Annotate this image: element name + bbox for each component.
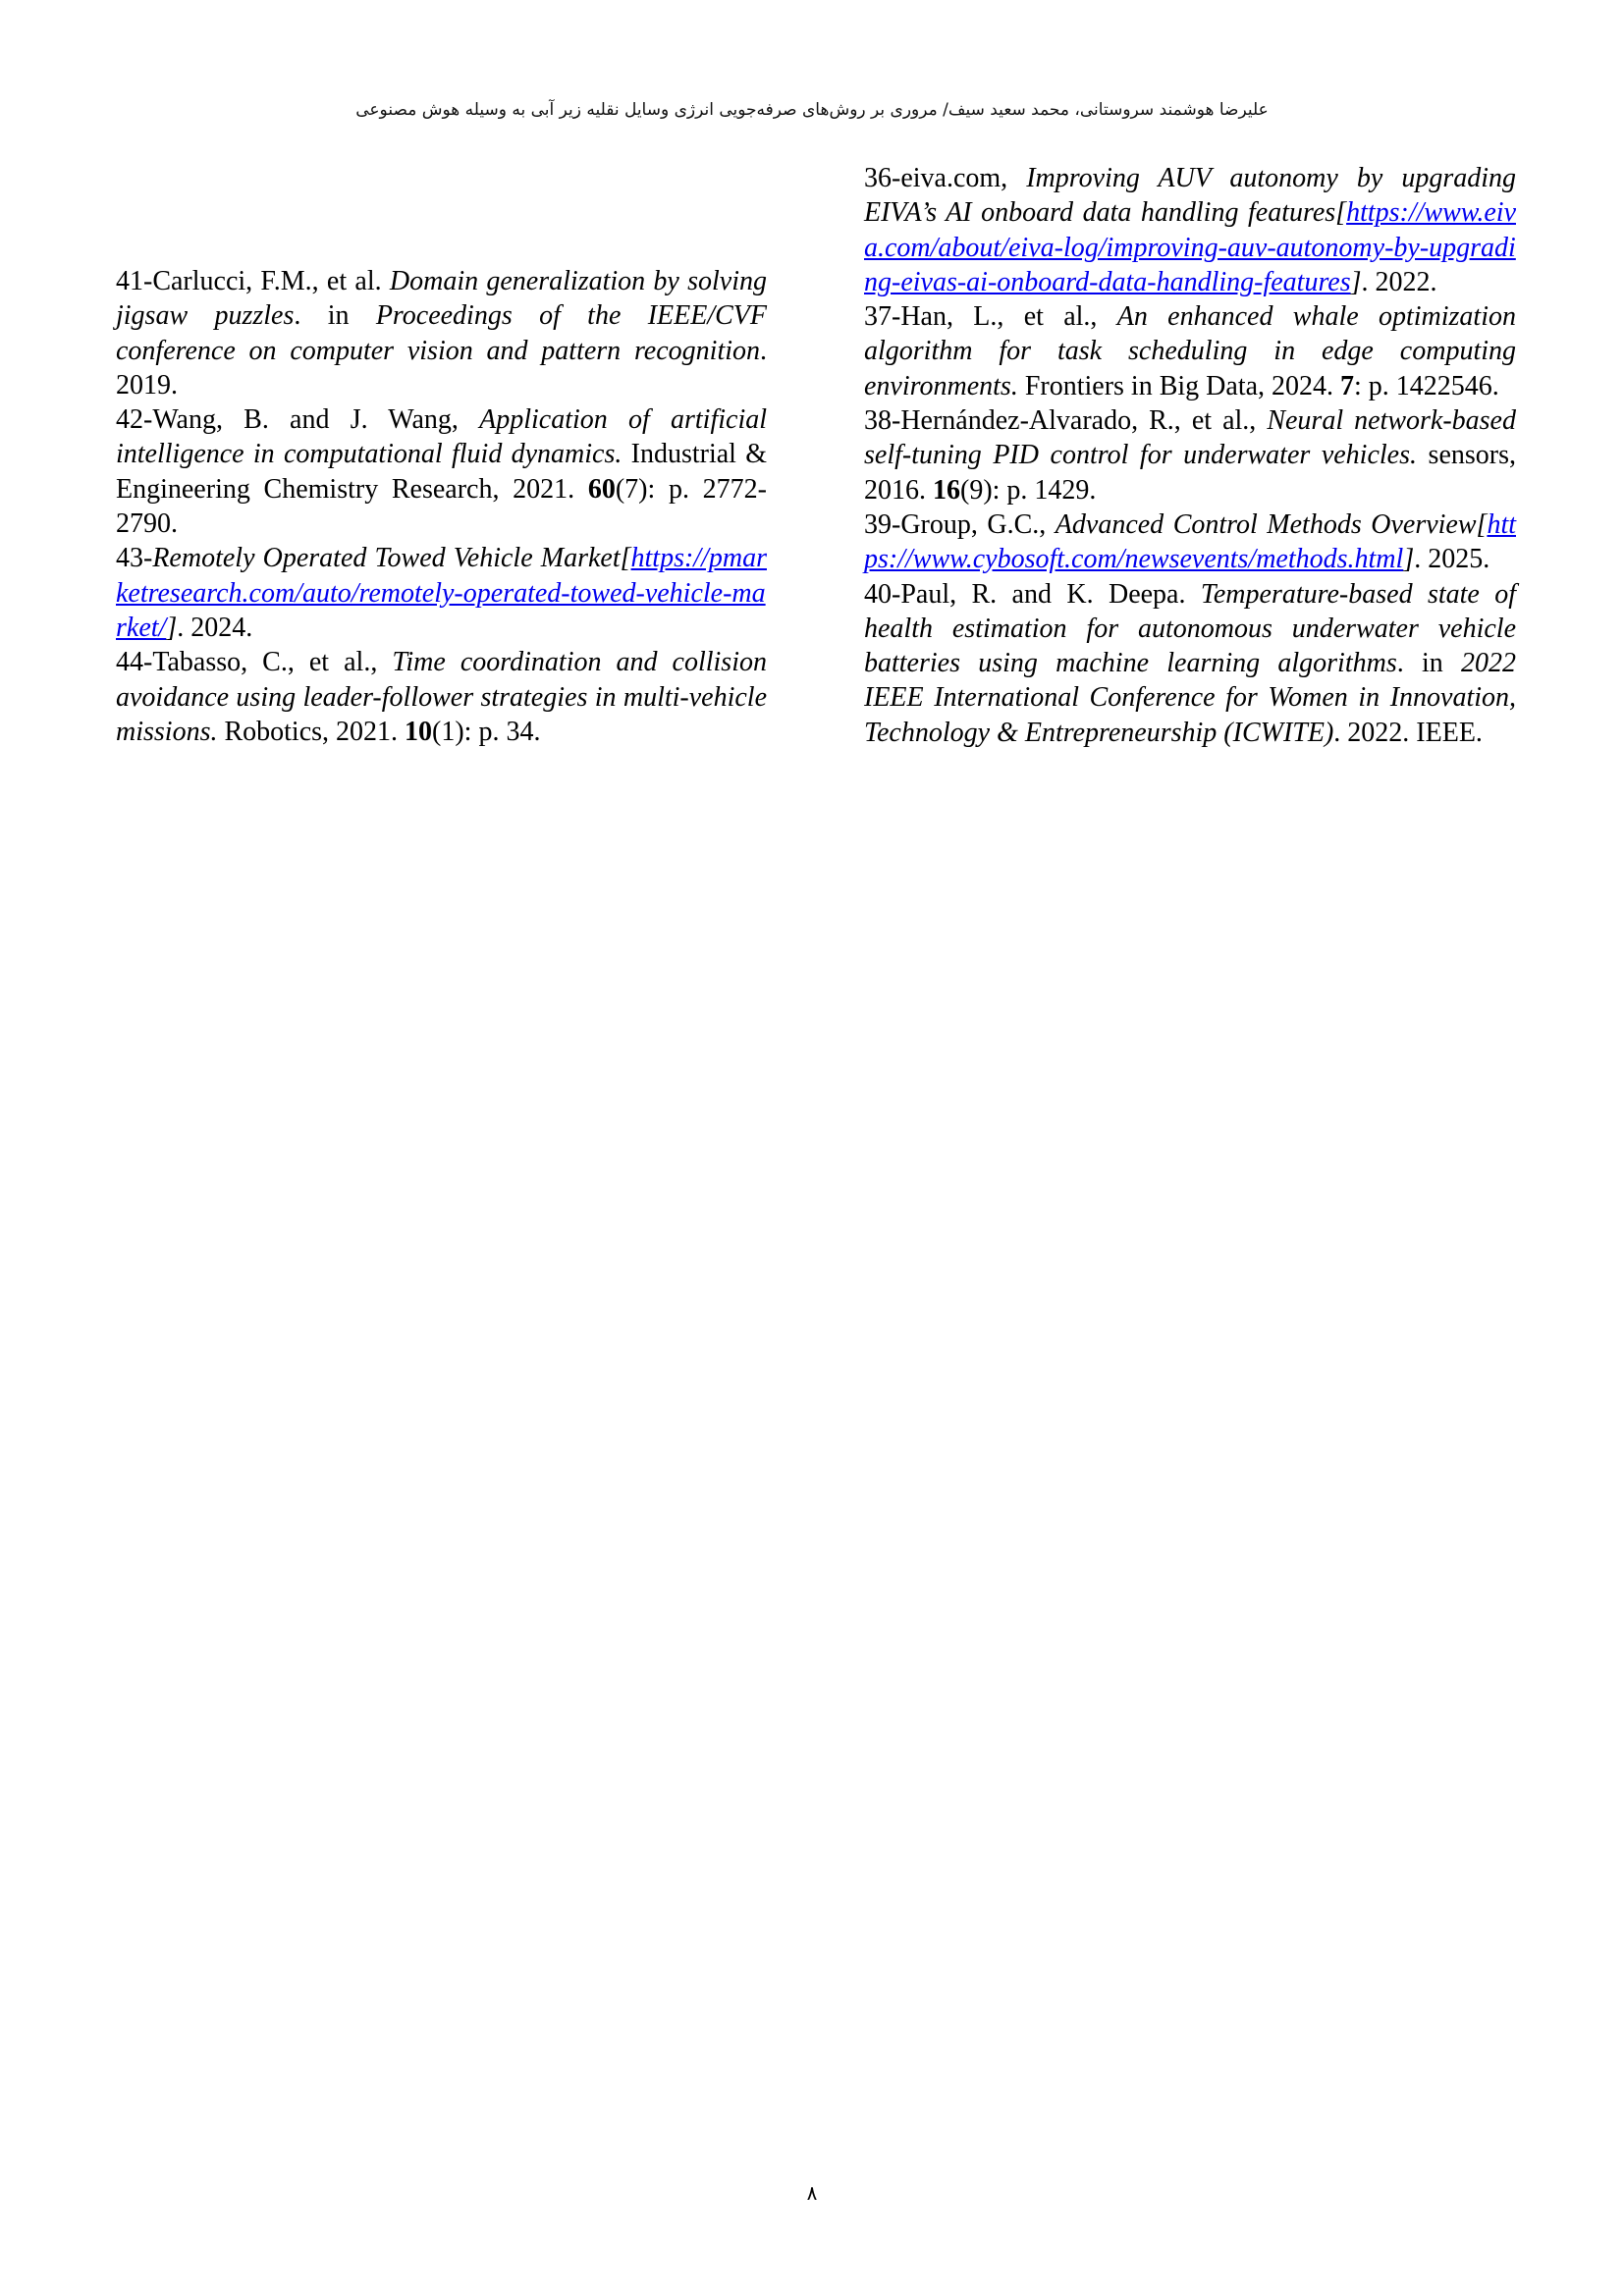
ref37-prefix: 37-Han, L., et al.,: [864, 301, 1117, 333]
ref40-mid: . in: [1396, 648, 1461, 679]
reference-40: [864, 577, 1516, 750]
ref43-link[interactable]: https://pmarketresearch.com/auto/remotely-operated-towed-vehicle-market/: [116, 543, 767, 643]
ref39-close: ]: [1403, 544, 1415, 575]
ref36-prefix: 36-eiva.com,: [864, 163, 1027, 193]
ref43-title: Remotely Operated Towed Vehicle Market[: [152, 543, 631, 574]
running-header: علیرضا هوشمند سروستانی، محمد سعید سیف/ مروری بر روش‌های صرفه‌جویی انرژی وسایل نقلیه زیر آبی به وسیله هوش مصنوعی: [355, 100, 1269, 120]
ref36-close: ]: [1350, 266, 1362, 297]
reference-42: [116, 402, 767, 541]
ref38-volume: 16: [933, 474, 960, 506]
ref42-volume: 60: [587, 473, 616, 505]
ref41-venue: Proceedings of the IEEE/CVF conference on computer vision and pattern recognition: [116, 300, 768, 366]
ref37-volume: 7: [1340, 370, 1355, 401]
ref41-mid: . in: [294, 300, 376, 332]
ref42-title: Application of artificial intelligence in computational fluid dynamics.: [116, 404, 768, 470]
reference-43: [116, 541, 767, 645]
ref39-title: Advanced Control Methods Overview[: [1055, 508, 1488, 540]
ref38-suffix: (9): p. 1429.: [960, 474, 1097, 506]
reference-41: [116, 264, 767, 402]
right-column: [864, 161, 1516, 750]
ref39-link[interactable]: https://www.cybosoft.com/newsevents/methods.html: [864, 508, 1516, 575]
reference-36: [864, 161, 1516, 299]
ref44-prefix: 44-Tabasso, C., et al.,: [116, 647, 393, 678]
ref37-suffix: : p. 1422546.: [1354, 370, 1499, 401]
ref36-suffix: . 2022.: [1361, 266, 1437, 297]
ref40-suffix: . 2022. IEEE.: [1333, 717, 1483, 748]
ref40-title: Temperature-based state of health estimation for autonomous underwater vehicle batteries using machine learning algorithms: [864, 578, 1516, 679]
ref41-title: Domain generalization by solving jigsaw puzzles: [116, 266, 767, 332]
ref42-prefix: 42-Wang, B. and J. Wang,: [116, 404, 480, 436]
ref43-suffix: . 2024.: [177, 612, 253, 643]
ref36-link[interactable]: https://www.eiva.com/about/eiva-log/improving-auv-autonomy-by-upgrading-eivas-ai-onboard-data-handling-features: [864, 197, 1516, 297]
ref36-title: Improving AUV autonomy by upgrading EIVA’s AI onboard data handling features[: [864, 163, 1517, 229]
ref44-suffix: (1): p. 34.: [432, 716, 541, 747]
ref39-suffix: . 2025.: [1414, 544, 1490, 575]
page-number: ۸: [806, 2181, 818, 2205]
ref42-suffix: (7): p. 2772-2790.: [116, 473, 767, 540]
reference-38: [864, 403, 1516, 507]
ref40-prefix: 40-Paul, R. and K. Deepa.: [864, 578, 1201, 610]
ref41-suffix: . 2019.: [116, 335, 767, 400]
ref39-prefix: 39-Group, G.C.,: [864, 508, 1056, 540]
ref44-volume: 10: [405, 716, 433, 747]
ref41-prefix: 41-Carlucci, F.M., et al.: [116, 266, 390, 296]
ref38-journal: sensors, 2016.: [864, 440, 1516, 506]
ref40-venue: 2022 IEEE International Conference for Women in Innovation, Technology & Entrepreneurship (ICWITE): [864, 648, 1516, 748]
reference-44: [116, 645, 767, 749]
ref44-journal: Robotics, 2021.: [217, 716, 406, 747]
ref44-title: Time coordination and collision avoidance using leader-follower strategies in multi-vehicle missions.: [116, 647, 767, 747]
ref43-close: ]: [166, 612, 178, 643]
reference-39: [864, 507, 1516, 577]
ref37-title: An enhanced whale optimization algorithm for task scheduling in edge computing environments.: [864, 301, 1516, 401]
ref42-journal: Industrial & Engineering Chemistry Research, 2021.: [116, 439, 768, 505]
left-column: [116, 264, 767, 749]
ref38-prefix: 38-Hernández-Alvarado, R., et al.,: [864, 405, 1268, 437]
ref38-title: Neural network-based self-tuning PID control for underwater vehicles.: [864, 405, 1516, 471]
reference-37: [864, 299, 1516, 403]
ref37-journal: Frontiers in Big Data, 2024.: [1017, 370, 1341, 401]
ref43-prefix: 43-: [116, 543, 153, 574]
